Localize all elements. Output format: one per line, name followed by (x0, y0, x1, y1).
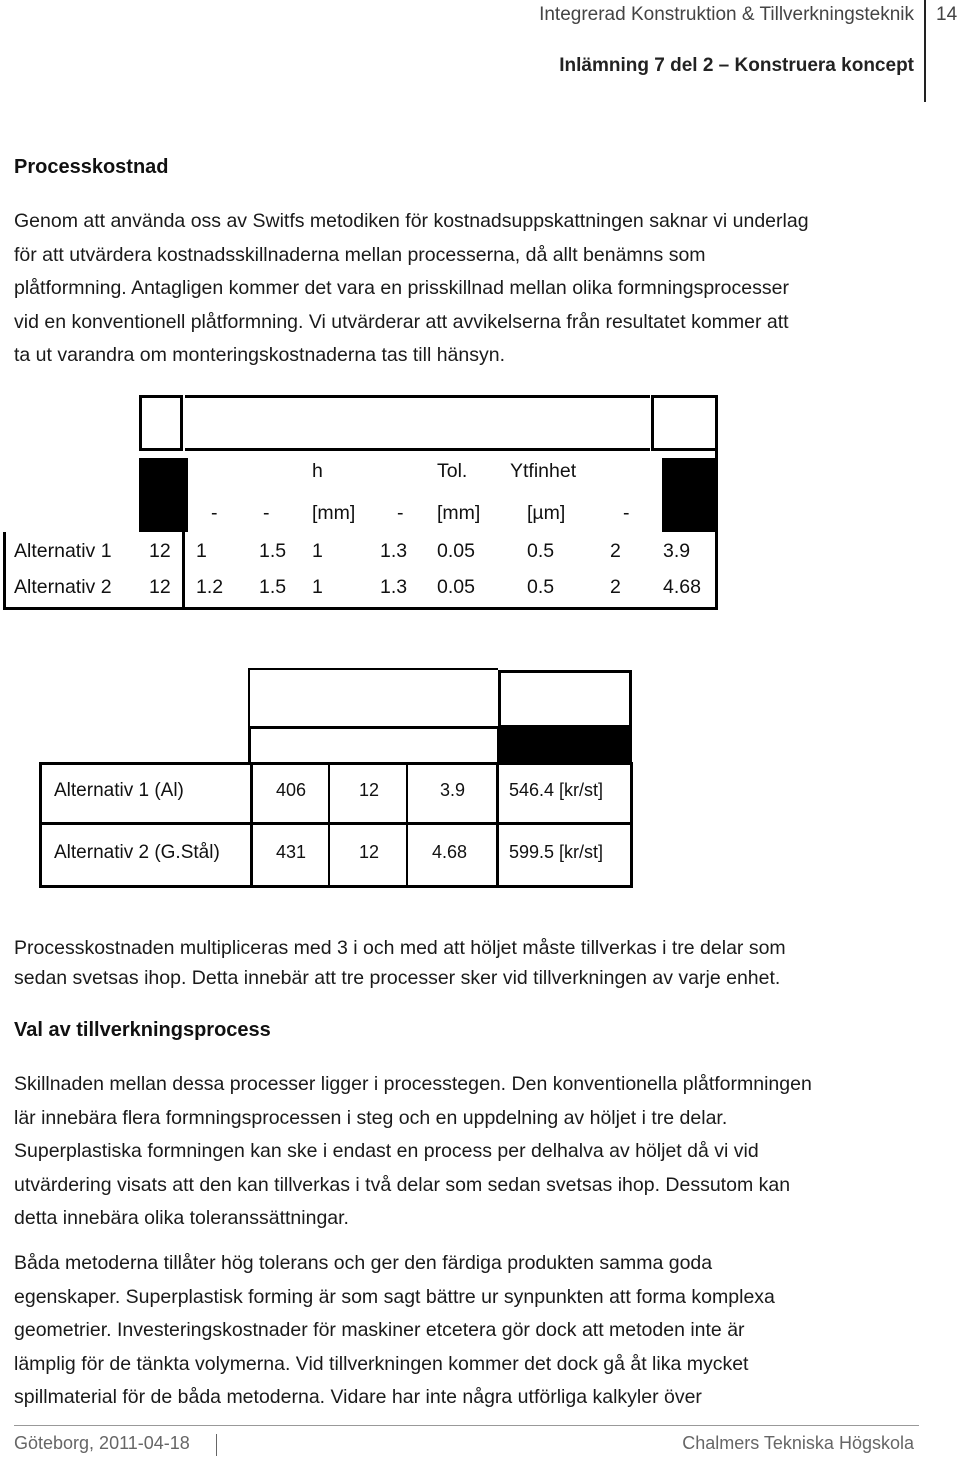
document-title: Integrerad Konstruktion & Tillverkningsteknik (539, 4, 914, 25)
text-line: geometrier. Investeringskostnader för maskiner etcetera gör dock att metoden inte är (14, 1319, 745, 1342)
table-cell: 546.4 [kr/st] (509, 780, 604, 800)
unit-cell: [mm] (312, 502, 356, 524)
footer-date: Göteborg, 2011-04-18 (14, 1433, 190, 1453)
page-number: 14 (936, 4, 958, 25)
text-line: utvärdering visats att den kan tillverkas i två delar som sedan svetsas ihop. Dessutom kan (14, 1173, 791, 1196)
divider (185, 458, 188, 532)
unit-cell: [µm] (527, 502, 566, 524)
table-cell: 1.5 (259, 576, 287, 598)
table-header-cell (248, 668, 498, 726)
text-line: ta ut varandra om monteringskostnaderna tas till hänsyn. (14, 344, 506, 367)
divider (3, 532, 6, 610)
text-line: Skillnaden mellan dessa processer ligger i processtegen. Den konventionella plåtformningen (14, 1073, 812, 1095)
col-header-tol: Tol. (437, 460, 468, 482)
table-header-cell (498, 670, 632, 728)
unit-cell: - (211, 502, 218, 524)
header-divider (924, 0, 926, 102)
row-label: Alternativ 2 (G.Stål) (54, 842, 220, 863)
table-cell: 599.5 [kr/st] (509, 842, 604, 862)
footer-separator (216, 1434, 217, 1456)
table-cell: 1 (312, 576, 323, 598)
document-subtitle: Inlämning 7 del 2 – Konstruera koncept (559, 55, 914, 76)
divider (328, 762, 330, 888)
table-header-cell (139, 395, 183, 451)
text-line: egenskaper. Superplastisk forming är som sagt bättre ur synpunkten att forma komplexa (14, 1285, 775, 1308)
table-cell: 1.5 (259, 540, 287, 562)
unit-cell: - (623, 502, 630, 524)
text-line: Genom att använda oss av Switfs metodiken för kostnadsuppskattningen saknar vi underlag (14, 210, 809, 232)
text-line: spillmaterial för de båda metoderna. Vidare har inte några utförliga kalkyler över (14, 1386, 702, 1409)
paragraph-process-comparison (14, 1068, 914, 1236)
table-cell: 12 (149, 540, 171, 562)
row-label: Alternativ 1 (14, 540, 112, 562)
table-cell: 12 (149, 576, 171, 598)
table-cell: 3.9 (663, 540, 691, 562)
text-line: Båda metoderna tillåter hög tolerans och ger den färdiga produkten samma goda (14, 1252, 713, 1274)
text-line: detta innebära olika toleranssättningar. (14, 1207, 349, 1230)
text-line: Processkostnaden multipliceras med 3 i och med att höljet måste tillverkas i tre delar som (14, 937, 786, 959)
text-line: för att utvärdera kostnadsskillnaderna mellan processerna, då allt benämns som (14, 243, 706, 266)
blackout-cell (662, 458, 718, 532)
table-cell: 1.3 (380, 576, 408, 598)
table-cell: 12 (359, 842, 380, 862)
divider (39, 822, 633, 825)
paragraph-process-multiplier (14, 933, 919, 993)
table-cell: 4.68 (663, 576, 701, 598)
alternatives-table (0, 392, 960, 617)
table-cell: 0.05 (437, 576, 475, 598)
table-header-cell (248, 726, 500, 764)
divider (496, 762, 499, 888)
row-label: Alternativ 2 (14, 576, 112, 598)
table-cell: 0.5 (527, 576, 555, 598)
text-line: plåtformning. Antagligen kommer det vara en prisskillnad mellan olika formningsprocesser (14, 277, 789, 300)
divider (406, 762, 408, 888)
section-heading-val-av-tillverkningsprocess: Val av tillverkningsprocess (14, 1019, 271, 1041)
table-cell: 431 (276, 842, 307, 862)
table-cell: 2 (610, 540, 621, 562)
divider (3, 607, 718, 610)
text-line: sedan svetsas ihop. Detta innebär att tre processer sker vid tillverkningen av varje enhet. (14, 967, 781, 989)
table-cell: 12 (359, 780, 380, 800)
section-heading-processkostnad: Processkostnad (14, 156, 169, 178)
table-header-cell (651, 395, 718, 451)
table-cell: 406 (276, 780, 307, 800)
footer-divider (14, 1425, 919, 1426)
unit-cell: [mm] (437, 502, 481, 524)
text-line: Superplastiska formningen kan ske i endast en process per delhalva av höljet då vi vid (14, 1140, 759, 1163)
cost-table (0, 668, 960, 890)
table-cell: 1.3 (380, 540, 408, 562)
text-line: vid en konventionell plåtformning. Vi utvärderar att avvikelserna från resultatet kommer att (14, 310, 789, 333)
blackout-cell (139, 458, 186, 532)
divider (715, 395, 718, 610)
table-cell: 1 (196, 540, 207, 562)
table-cell: 0.5 (527, 540, 555, 562)
text-line: lämplig för de tänkta volymerna. Vid tillverkningen kommer det dock gå åt lika mycket (14, 1352, 749, 1375)
blackout-cell (498, 728, 632, 764)
table-cell: 1.2 (196, 576, 224, 598)
divider (182, 532, 185, 610)
col-header-h: h (312, 460, 323, 482)
table-cell: 1 (312, 540, 323, 562)
col-header-ytfinhet: Ytfinhet (510, 460, 577, 482)
text-line: lär innebära flera formningsprocessen i steg och en uppdelning av höljet i tre delar. (14, 1106, 728, 1129)
paragraph-processkostnad (14, 205, 914, 373)
table-cell: 3.9 (440, 780, 466, 800)
unit-cell: - (263, 502, 270, 524)
table-cell: 0.05 (437, 540, 475, 562)
paragraph-method-properties (14, 1247, 914, 1415)
table-cell: 2 (610, 576, 621, 598)
unit-cell: - (397, 502, 404, 524)
footer-institution: Chalmers Tekniska Högskola (682, 1433, 914, 1453)
divider (250, 762, 253, 888)
row-label: Alternativ 1 (Al) (54, 780, 184, 801)
table-cell: 4.68 (432, 842, 468, 862)
table-header-cell (185, 395, 650, 451)
